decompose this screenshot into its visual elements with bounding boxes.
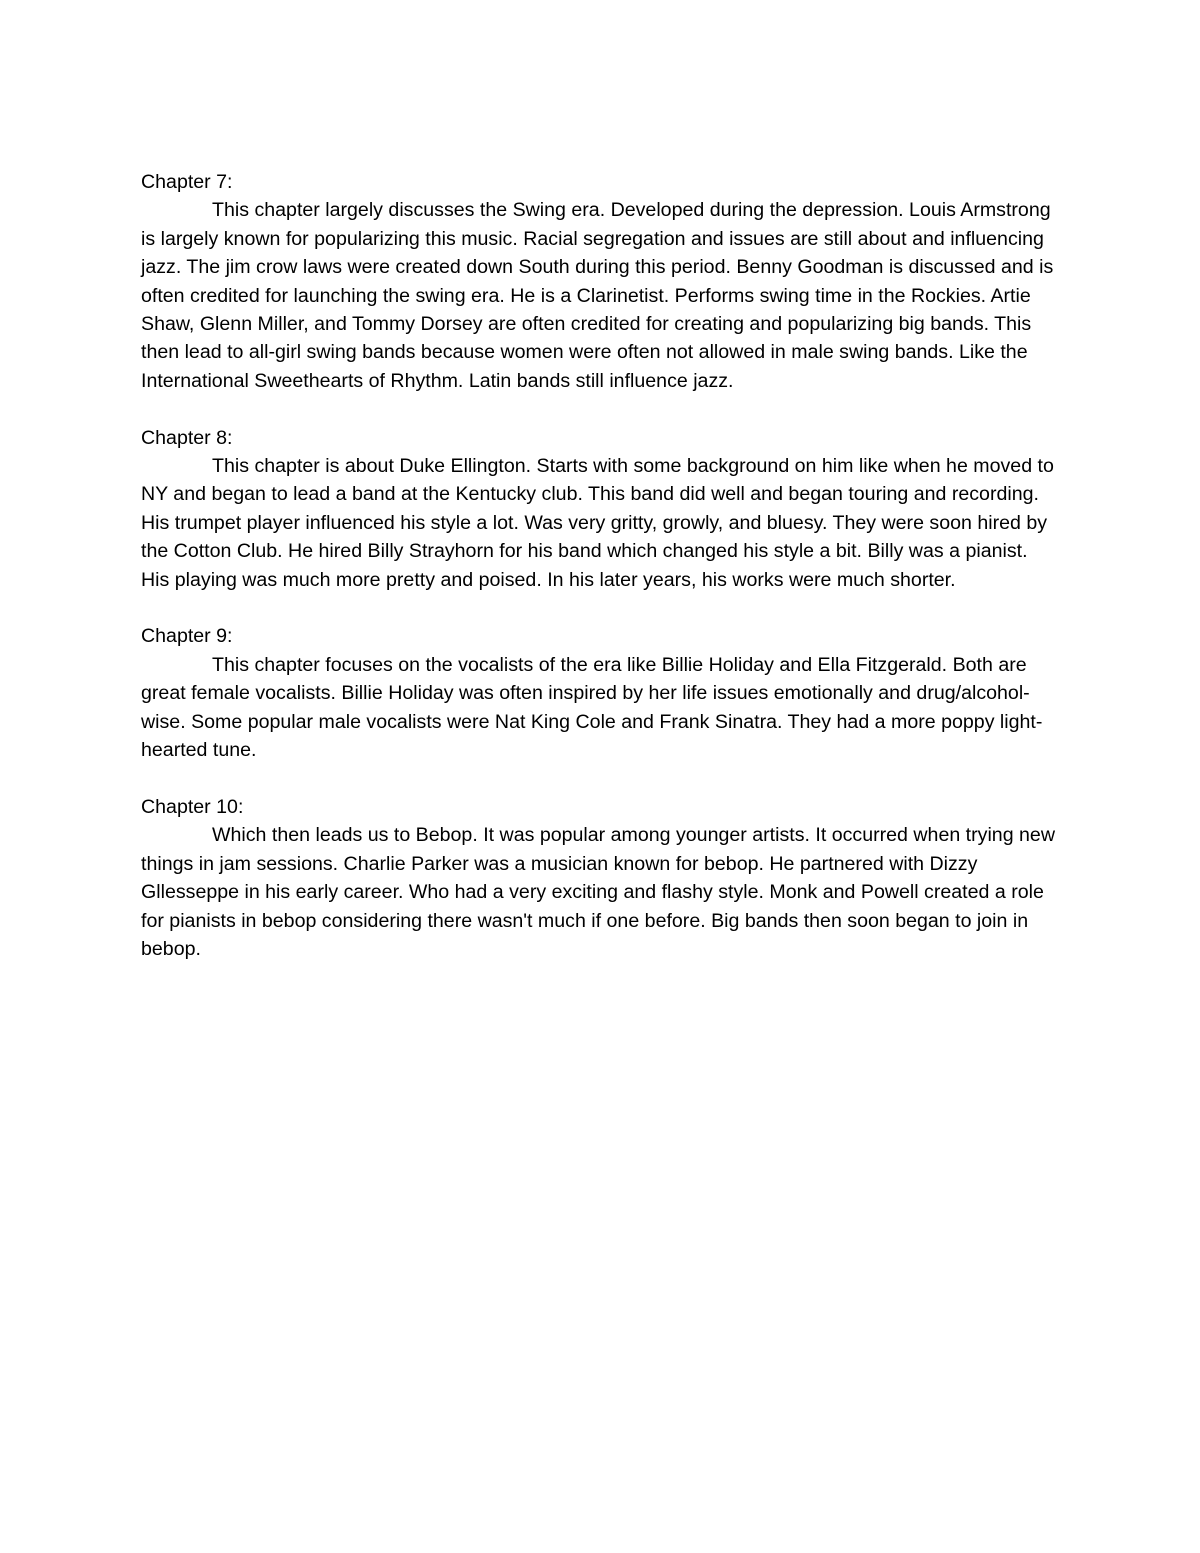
- chapter-section: [141, 168, 1061, 395]
- chapter-section: [141, 793, 1061, 963]
- chapter-section: [141, 622, 1061, 764]
- chapter-paragraph: Which then leads us to Bebop. It was popular among younger artists. It occurred when trying new things in jam sessions. Charlie Parker was a musician known for bebop. He partnered with Dizzy Gllesseppe in his early career. Who had a very exciting and flashy style. Monk and Powell created a role for pianists in bebop considering there wasn't much if one before. Big bands then soon began to join in bebop.: [141, 824, 1055, 960]
- document-body: [141, 168, 1061, 992]
- chapter-paragraph: This chapter focuses on the vocalists of the era like Billie Holiday and Ella Fitzgerald. Both are great female vocalists. Billie Holiday was often inspired by her life issues emotionally and drug/alcohol-wise. Some popular male vocalists were Nat King Cole and Frank Sinatra. They had a more poppy light-hearted tune.: [141, 653, 1043, 762]
- chapter-paragraph: This chapter is about Duke Ellington. Starts with some background on him like when he moved to NY and began to lead a band at the Kentucky club. This band did well and began touring and recording. His trumpet player influenced his style a lot. Was very gritty, growly, and bluesy. They were soon hired by the Cotton Club. He hired Billy Strayhorn for his band which changed his style a bit. Billy was a pianist. His playing was much more pretty and poised. In his later years, his works were much shorter.: [141, 455, 1054, 591]
- chapter-section: [141, 424, 1061, 594]
- chapter-heading: Chapter 9:: [141, 625, 233, 648]
- chapter-heading: Chapter 8:: [141, 426, 233, 449]
- chapter-heading: Chapter 10:: [141, 795, 244, 818]
- chapter-paragraph: This chapter largely discusses the Swing era. Developed during the depression. Louis Armstrong is largely known for popularizing this music. Racial segregation and issues are still about and influencing jazz. The jim crow laws were created down South during this period. Benny Goodman is discussed and is often credited for launching the swing era. He is a Clarinetist. Performs swing time in the Rockies. Artie Shaw, Glenn Miller, and Tommy Dorsey are often credited for creating and popularizing big bands. This then lead to all-girl swing bands because women were often not allowed in male swing bands. Like the International Sweethearts of Rhythm. Latin bands still influence jazz.: [141, 199, 1054, 392]
- chapter-heading: Chapter 7:: [141, 171, 233, 193]
